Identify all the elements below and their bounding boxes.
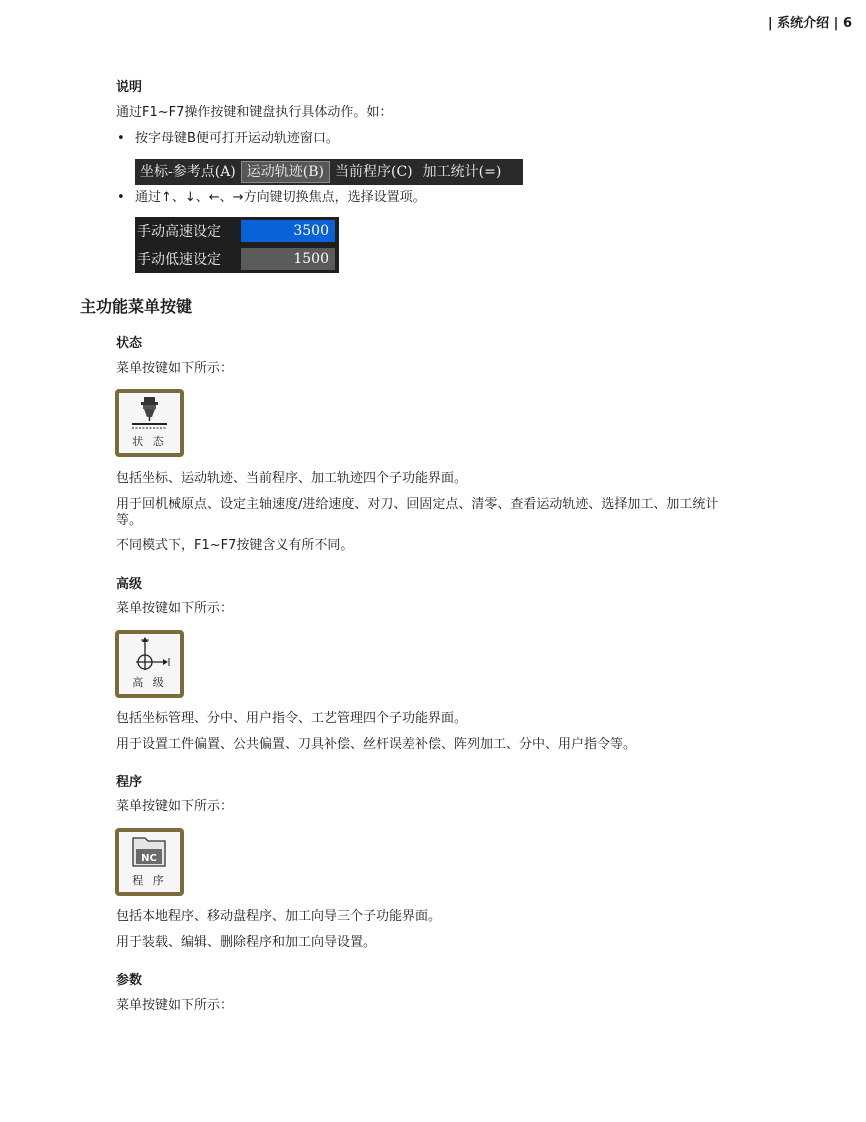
status-desc-3: 等。: [116, 513, 143, 528]
tab-bar: [135, 159, 523, 185]
program-key-label: 程 序: [132, 874, 167, 887]
tab-machining-stats[interactable]: 加工统计(=): [422, 164, 502, 180]
speed-value-high[interactable]: 3500: [241, 220, 335, 242]
advanced-desc-1: 包括坐标管理、分中、用户指令、工艺管理四个子功能界面。: [116, 711, 468, 726]
status-key-label: 状 态: [132, 435, 167, 448]
bullet-dot: •: [117, 190, 125, 205]
subsection-intro-program: 菜单按键如下所示：: [116, 799, 234, 814]
subsection-intro-parameters: 菜单按键如下所示：: [116, 998, 234, 1013]
status-key-button[interactable]: [115, 389, 184, 457]
tab-current-program[interactable]: 当前程序(C): [334, 164, 413, 180]
speed-row-low: [135, 245, 339, 273]
note-bullet-2: 通过↑、↓、←、→方向键切换焦点，选择设置项。: [135, 190, 426, 205]
subsection-title-parameters: 参数: [116, 973, 143, 988]
subsection-title-status: 状态: [116, 336, 143, 351]
subsection-title-advanced: 高级: [116, 577, 143, 592]
page-header: | 系统介绍 | 6: [767, 16, 852, 31]
speed-value-low[interactable]: 1500: [241, 248, 335, 270]
advanced-key-label: 高 级: [132, 676, 167, 689]
status-desc-4: 不同模式下，F1~F7按键含义有所不同。: [116, 538, 354, 553]
advanced-desc-2: 用于设置工件偏置、公共偏置、刀具补偿、丝杆误差补偿、阵列加工、分中、用户指令等。: [116, 737, 637, 752]
tab-motion-trajectory[interactable]: 运动轨迹(B): [241, 161, 330, 183]
speed-settings-panel: [135, 217, 339, 273]
bullet-dot: •: [117, 131, 125, 146]
status-desc-2: 用于回机械原点、设定主轴速度/进给速度、对刀、回固定点、清零、查看运动轨迹、选择加工、加工统计: [116, 497, 719, 512]
subsection-title-program: 程序: [116, 775, 143, 790]
program-desc-1: 包括本地程序、移动盘程序、加工向导三个子功能界面。: [116, 909, 442, 924]
tab-coordinate-reference[interactable]: 坐标-参考点(A): [140, 164, 236, 180]
speed-label-high: 手动高速设定: [137, 224, 221, 240]
speed-label-low: 手动低速设定: [137, 252, 221, 268]
program-key-button[interactable]: [115, 828, 184, 896]
speed-row-high: [135, 217, 339, 245]
subsection-intro-status: 菜单按键如下所示：: [116, 361, 234, 376]
note-intro: 通过F1~F7操作按键和键盘执行具体动作。如：: [116, 105, 393, 120]
advanced-key-button[interactable]: [115, 630, 184, 698]
program-desc-2: 用于装载、编辑、删除程序和加工向导设置。: [116, 935, 377, 950]
status-desc-1: 包括坐标、运动轨迹、当前程序、加工轨迹四个子功能界面。: [116, 471, 468, 486]
note-title: 说明: [116, 80, 143, 95]
subsection-intro-advanced: 菜单按键如下所示：: [116, 601, 234, 616]
note-bullet-1: 按字母键B便可打开运动轨迹窗口。: [135, 131, 339, 146]
nc-folder-text: NC: [141, 853, 157, 864]
section-title: 主功能菜单按键: [80, 297, 193, 316]
